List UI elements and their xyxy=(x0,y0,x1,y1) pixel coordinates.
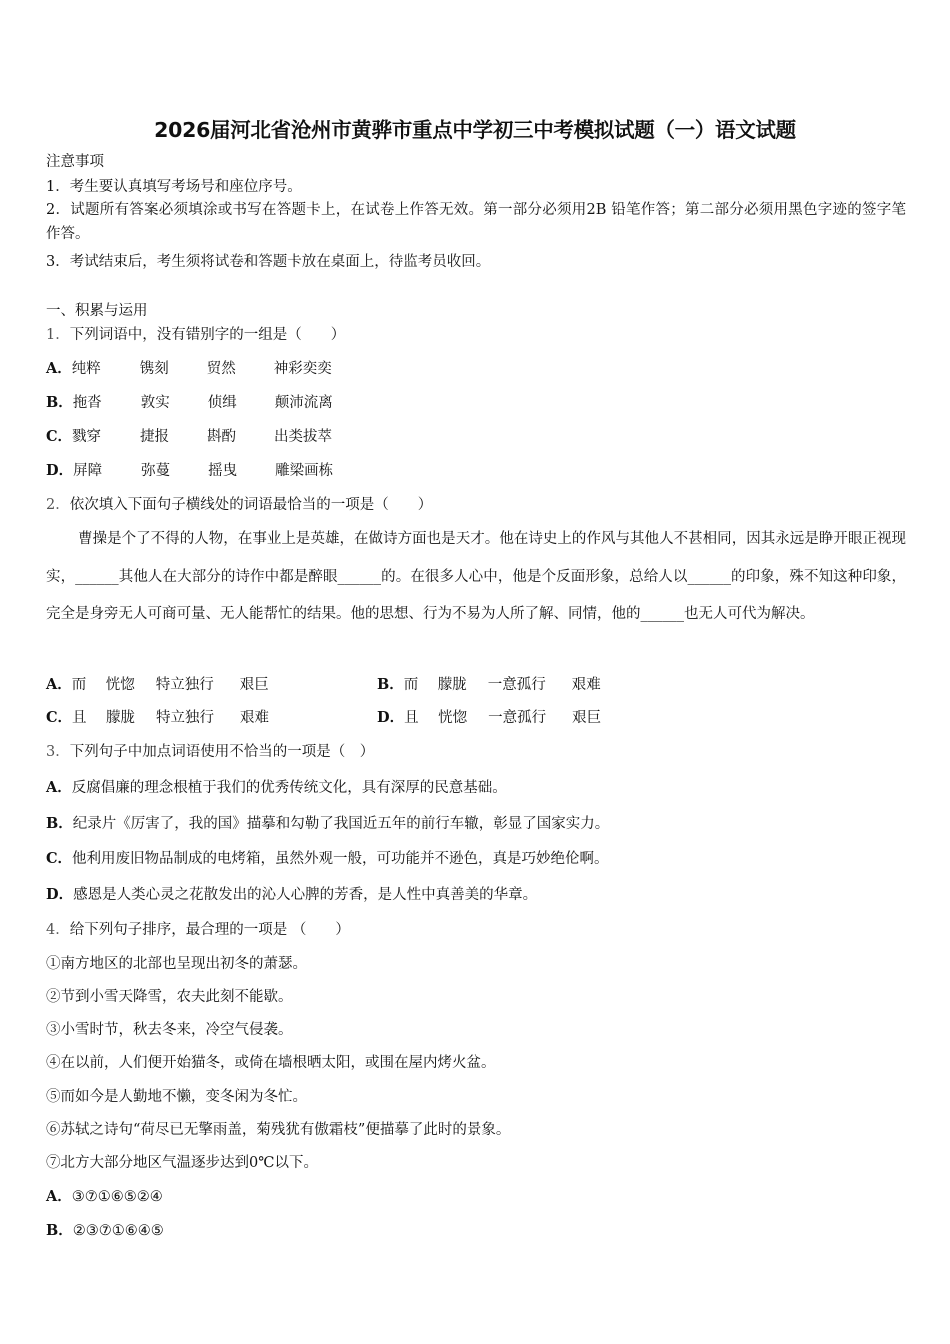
option-label: B． xyxy=(377,676,404,693)
option-word: 镌刻 xyxy=(139,361,169,377)
option-word: 斟酌 xyxy=(207,429,237,445)
option-word: 且 xyxy=(404,710,419,726)
option-word: 艰巨 xyxy=(572,710,602,726)
notice-item-2: 2．试题所有答案必须填涂或书写在答题卡上，在试卷上作答无效。第一部分必须用2B 铅笔作答；第二部分必须用黑色字迹的签字笔作答。 xyxy=(46,202,906,242)
q1-stem-text: 下列词语中，没有错别字的一组是（ ） xyxy=(69,327,346,343)
notice-heading: 注意事项 xyxy=(46,154,104,170)
option-label: A． xyxy=(46,1188,72,1205)
q4-sentence-3: ③小雪时节，秋去冬来，冷空气侵袭。 xyxy=(46,1022,293,1038)
q4-number: 4． xyxy=(46,922,70,938)
q4-option-a[interactable] xyxy=(46,1187,163,1207)
q2-option-b[interactable] xyxy=(377,675,601,695)
option-label: B． xyxy=(46,1222,73,1239)
option-word: 敦实 xyxy=(140,395,170,411)
q2-passage-text: 曹操是个了不得的人物，在事业上是英雄，在做诗方面也是天才。他在诗史上的作风与其他人不甚相同，因其永远是睁开眼正视现实，______其他人在大部分的诗作中都是醉眼______的。在很多人心中，他是个反面形象，总给人以______的印象，殊不知这种印象，完全是身旁无人可商可量、无人能帮忙的结果。他的思想、行为不易为人所了解、同情，他的______也无人可代为解决。 xyxy=(46,531,906,622)
q2-option-d[interactable] xyxy=(377,708,601,728)
q2-number: 2． xyxy=(46,497,70,513)
option-word: 贸然 xyxy=(206,361,236,377)
q3-option-a[interactable] xyxy=(46,778,507,798)
option-label: D． xyxy=(377,709,405,726)
option-word: 弥蔓 xyxy=(141,463,171,479)
section-heading: 一、积累与运用 xyxy=(46,303,148,319)
option-label: C． xyxy=(46,428,73,445)
option-word: 恍惚 xyxy=(438,710,468,726)
option-word: 颠沛流离 xyxy=(274,395,333,411)
option-label: C． xyxy=(46,850,73,867)
q3-option-d[interactable] xyxy=(46,885,537,905)
option-text: 反腐倡廉的理念根植于我们的优秀传统文化，具有深厚的民意基础。 xyxy=(71,780,507,796)
notice-item-3: 3．考试结束后，考生须将试卷和答题卡放在桌面上，待监考员收回。 xyxy=(46,254,491,270)
q2-option-c[interactable] xyxy=(46,708,269,728)
option-word: 艰巨 xyxy=(239,677,269,693)
option-word: 戮穿 xyxy=(72,429,102,445)
q3-option-c[interactable] xyxy=(46,849,609,869)
option-word: 捷报 xyxy=(140,429,170,445)
option-word: 而 xyxy=(71,677,87,693)
q3-number: 3． xyxy=(46,744,70,760)
option-label: A． xyxy=(46,360,72,377)
q2-passage xyxy=(46,521,906,634)
option-word: 特立独行 xyxy=(156,710,215,726)
option-word: 朦胧 xyxy=(437,677,467,693)
option-text: 感恩是人类心灵之花散发出的沁人心脾的芳香，是人性中真善美的华章。 xyxy=(73,887,538,903)
option-word: 恍惚 xyxy=(105,677,135,693)
option-word: 摇曳 xyxy=(208,463,238,479)
option-word: 纯粹 xyxy=(71,361,101,377)
option-word: 出类拔萃 xyxy=(274,429,333,445)
q4-sentence-2: ②节到小雪天降雪，农夫此刻不能歇。 xyxy=(46,989,293,1005)
option-word: 拖沓 xyxy=(72,395,102,411)
q1-option-d[interactable] xyxy=(46,461,333,481)
option-label: D． xyxy=(46,462,74,479)
q1-number: 1． xyxy=(46,327,70,343)
option-word: 艰难 xyxy=(240,710,270,726)
option-word: 朦胧 xyxy=(106,710,136,726)
q3-option-b[interactable] xyxy=(46,814,609,834)
option-word: 神彩奕奕 xyxy=(273,361,332,377)
option-word: 特立独行 xyxy=(155,677,214,693)
notice-item-1: 1．考生要认真填写考场号和座位序号。 xyxy=(46,179,302,195)
q4-sentence-1: ①南方地区的北部也呈现出初冬的萧瑟。 xyxy=(46,956,307,972)
option-label: B． xyxy=(46,815,73,832)
option-label: B． xyxy=(46,394,73,411)
q3-stem xyxy=(46,742,374,762)
q2-stem-text: 依次填入下面句子横线处的词语最恰当的一项是（ ） xyxy=(69,497,433,513)
option-word: 屏障 xyxy=(73,463,103,479)
option-text: ②③⑦①⑥④⑤ xyxy=(72,1223,164,1239)
q4-sentence-5: ⑤而如今是人勤地不懒，变冬闲为冬忙。 xyxy=(46,1089,307,1105)
q1-option-a[interactable] xyxy=(46,359,332,379)
option-word: 艰难 xyxy=(571,677,601,693)
option-word: 雕梁画栋 xyxy=(275,463,334,479)
option-word: 一意孤行 xyxy=(488,710,547,726)
option-label: C． xyxy=(46,709,73,726)
q4-sentence-7: ⑦北方大部分地区气温逐步达到0℃以下。 xyxy=(46,1155,318,1171)
option-label: A． xyxy=(46,676,72,693)
option-word: 且 xyxy=(72,710,87,726)
option-text: 纪录片《厉害了，我的国》描摹和勾勒了我国近五年的前行车辙，彰显了国家实力。 xyxy=(72,816,610,832)
q4-sentence-6: ⑥苏轼之诗句“荷尽已无擎雨盖，菊残犹有傲霜枝”便描摹了此时的景象。 xyxy=(46,1122,511,1138)
option-word: 而 xyxy=(403,677,419,693)
q2-stem xyxy=(46,495,432,515)
q1-stem xyxy=(46,325,345,345)
q4-stem xyxy=(46,920,350,940)
option-text: ③⑦①⑥⑤②④ xyxy=(71,1189,163,1205)
q2-option-a[interactable] xyxy=(46,675,269,695)
q4-sentence-4: ④在以前，人们便开始猫冬，或倚在墙根晒太阳，或围在屋内烤火盆。 xyxy=(46,1055,496,1071)
q4-option-b[interactable] xyxy=(46,1221,164,1241)
option-label: A． xyxy=(46,779,72,796)
q1-option-c[interactable] xyxy=(46,427,332,447)
option-label: D． xyxy=(46,886,74,903)
option-text: 他利用废旧物品制成的电烤箱，虽然外观一般，可功能并不逊色，真是巧妙绝伦啊。 xyxy=(72,851,609,867)
q3-stem-text: 下列句子中加点词语使用不恰当的一项是（ ） xyxy=(69,744,375,760)
exam-title: 2026届河北省沧州市黄骅市重点中学初三中考模拟试题（一）语文试题 xyxy=(154,118,796,142)
q1-option-b[interactable] xyxy=(46,393,333,413)
option-word: 侦缉 xyxy=(207,395,237,411)
option-word: 一意孤行 xyxy=(487,677,546,693)
q4-stem-text: 给下列句子排序，最合理的一项是 （ ） xyxy=(69,922,350,938)
